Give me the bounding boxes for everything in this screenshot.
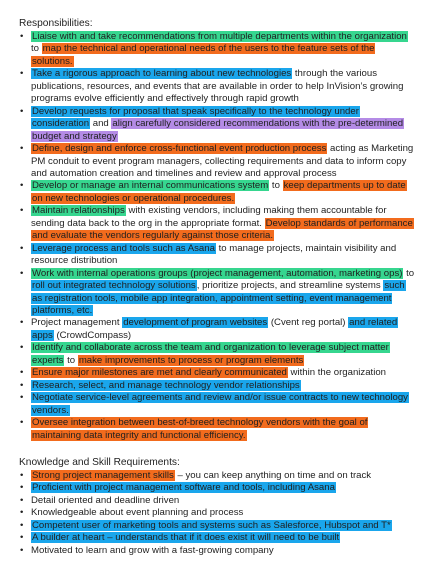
bullet-icon: • xyxy=(20,242,24,254)
bullet-icon: • xyxy=(20,507,24,519)
bullet-icon: • xyxy=(20,180,24,192)
knowledge-list xyxy=(19,470,416,557)
requirement-item xyxy=(19,470,416,482)
bullet-icon: • xyxy=(20,544,24,556)
bullet-icon: • xyxy=(20,68,24,80)
highlighted-text-green: Develop or manage an internal communications system xyxy=(32,180,269,192)
responsibility-item xyxy=(19,143,416,180)
bullet-icon: • xyxy=(20,417,24,429)
highlighted-text-green: Maintain relationships xyxy=(32,205,125,217)
highlighted-text-green: Liaise with and take recommendations from multiple departments within the organization xyxy=(32,31,407,42)
highlighted-text-orange: Strong project management skills xyxy=(32,469,174,481)
responsibility-item xyxy=(19,243,416,268)
requirement-item xyxy=(19,545,416,557)
bullet-icon: • xyxy=(20,267,24,279)
responsibility-item xyxy=(19,317,416,342)
item-text: (CrowdCompass) xyxy=(53,329,132,341)
item-text: , prioritize projects, and streamline systems xyxy=(196,280,384,292)
knowledge-heading: Knowledge and Skill Requirements: xyxy=(19,456,180,468)
bullet-icon: • xyxy=(20,482,24,494)
item-text: to xyxy=(64,354,78,366)
item-text: and xyxy=(90,118,112,130)
bullet-icon: • xyxy=(20,379,24,391)
bullet-icon: • xyxy=(20,519,24,531)
item-text: to xyxy=(269,180,283,192)
highlighted-text-orange: Develop standards of performance and evaluate the vendors regularly against those criteria. xyxy=(32,217,413,242)
highlighted-text-blue: Negotiate service-level agreements and review and/or issue contracts to new technology vendors. xyxy=(32,392,408,416)
bullet-icon: • xyxy=(20,367,24,379)
responsibility-item xyxy=(19,31,416,68)
highlighted-text-green: Identify and collaborate across the team and organization to leverage subject matter experts xyxy=(32,342,389,366)
highlighted-text-orange: Oversee integration between best-of-breed technology vendors with the goal of maintaining data integrity and functional efficiency. xyxy=(32,417,368,441)
highlighted-text-blue: A builder at heart – understands that if it does exist it will need to be built xyxy=(32,532,340,544)
responsibilities-list xyxy=(19,31,416,442)
highlighted-text-blue: roll out integrated technology solutions xyxy=(32,280,196,292)
item-text: Knowledgeable about event planning and process xyxy=(31,507,244,519)
item-text: to manage projects, maintain visibility and resource distribution xyxy=(31,242,397,267)
bullet-icon: • xyxy=(20,494,24,506)
item-text: (Cvent reg portal) xyxy=(268,317,349,329)
highlighted-text-blue: Take a rigorous approach to learning about new technologies xyxy=(32,68,292,80)
bullet-icon: • xyxy=(20,342,24,354)
responsibility-item xyxy=(19,367,416,379)
highlighted-text-orange: keep departments up to date on new technologies or operational procedures. xyxy=(32,180,406,204)
item-text: through the various publications, resources, and events that are available in order to help InVision’s growing programs evolve efficiently and effectively through rapid growth xyxy=(31,68,404,105)
highlighted-text-blue: Proficient with project management software and tools, including Asana xyxy=(32,482,335,494)
bullet-icon: • xyxy=(20,317,24,329)
highlighted-text-orange: map the technical and operational needs of the users to the feature sets of the solutions. xyxy=(32,43,375,67)
item-text: Motivated to learn and grow with a fast-growing company xyxy=(31,544,274,556)
bullet-icon: • xyxy=(20,205,24,217)
bullet-icon: • xyxy=(20,31,24,42)
responsibility-item xyxy=(19,380,416,392)
item-text: – you can keep anything on time and on track xyxy=(174,469,372,481)
requirement-item xyxy=(19,532,416,544)
highlighted-text-blue: Research, select, and manage technology vendor relationships xyxy=(32,379,300,391)
highlighted-text-orange: Ensure major milestones are met and clearly communicated xyxy=(32,367,287,379)
bullet-icon: • xyxy=(20,532,24,544)
item-text: acting as Marketing PM conduit to event program managers, collecting requirements and data to inform copy and automation creation and timelines and review and approval process xyxy=(31,143,414,179)
highlighted-text-orange: Define, design and enforce cross-functional event production process xyxy=(32,143,327,155)
bullet-icon: • xyxy=(20,105,24,117)
highlighted-text-green: Work with internal operations groups (project management, automation, marketing ops) xyxy=(32,267,403,279)
highlighted-text-blue: and related apps xyxy=(32,317,398,341)
responsibility-item xyxy=(19,268,416,318)
highlighted-text-orange: make improvements to process or program elements xyxy=(78,354,304,366)
responsibility-item xyxy=(19,417,416,442)
responsibility-item xyxy=(19,180,416,205)
requirement-item xyxy=(19,482,416,494)
highlighted-text-blue: development of program websites xyxy=(123,317,268,329)
responsibilities-heading: Responsibilities: xyxy=(19,18,93,29)
requirement-item xyxy=(19,507,416,519)
highlighted-text-blue: Develop requests for proposal that speak specifically to the technology under consideration xyxy=(32,105,359,130)
item-text: Detail oriented and deadline driven xyxy=(31,494,180,506)
item-text: to xyxy=(403,267,415,279)
highlighted-text-purple: align carefully considered recommendations with the pre-determined budget and strategy xyxy=(32,118,404,142)
bullet-icon: • xyxy=(20,392,24,404)
item-text: to xyxy=(31,43,42,55)
bullet-icon: • xyxy=(20,469,24,481)
highlighted-text-blue: such as registration tools, mobile app integration, appointment setting, event management platforms, etc. xyxy=(32,280,405,316)
item-text: within the organization xyxy=(287,367,387,379)
responsibility-item xyxy=(19,392,416,417)
item-text: Project management xyxy=(31,317,123,329)
item-text: with existing vendors, including making them accountable for sending data back to the org in the appropriate format. xyxy=(31,205,387,229)
highlighted-text-blue: Competent user of marketing tools and systems such as Salesforce, Hubspot and T* xyxy=(32,519,391,531)
responsibility-item xyxy=(19,205,416,242)
requirement-item xyxy=(19,495,416,507)
highlighted-text-blue: Leverage process and tools such as Asana xyxy=(32,242,215,254)
responsibility-item xyxy=(19,342,416,367)
responsibility-item xyxy=(19,68,416,105)
responsibility-item xyxy=(19,106,416,143)
requirement-item xyxy=(19,520,416,532)
bullet-icon: • xyxy=(20,143,24,155)
